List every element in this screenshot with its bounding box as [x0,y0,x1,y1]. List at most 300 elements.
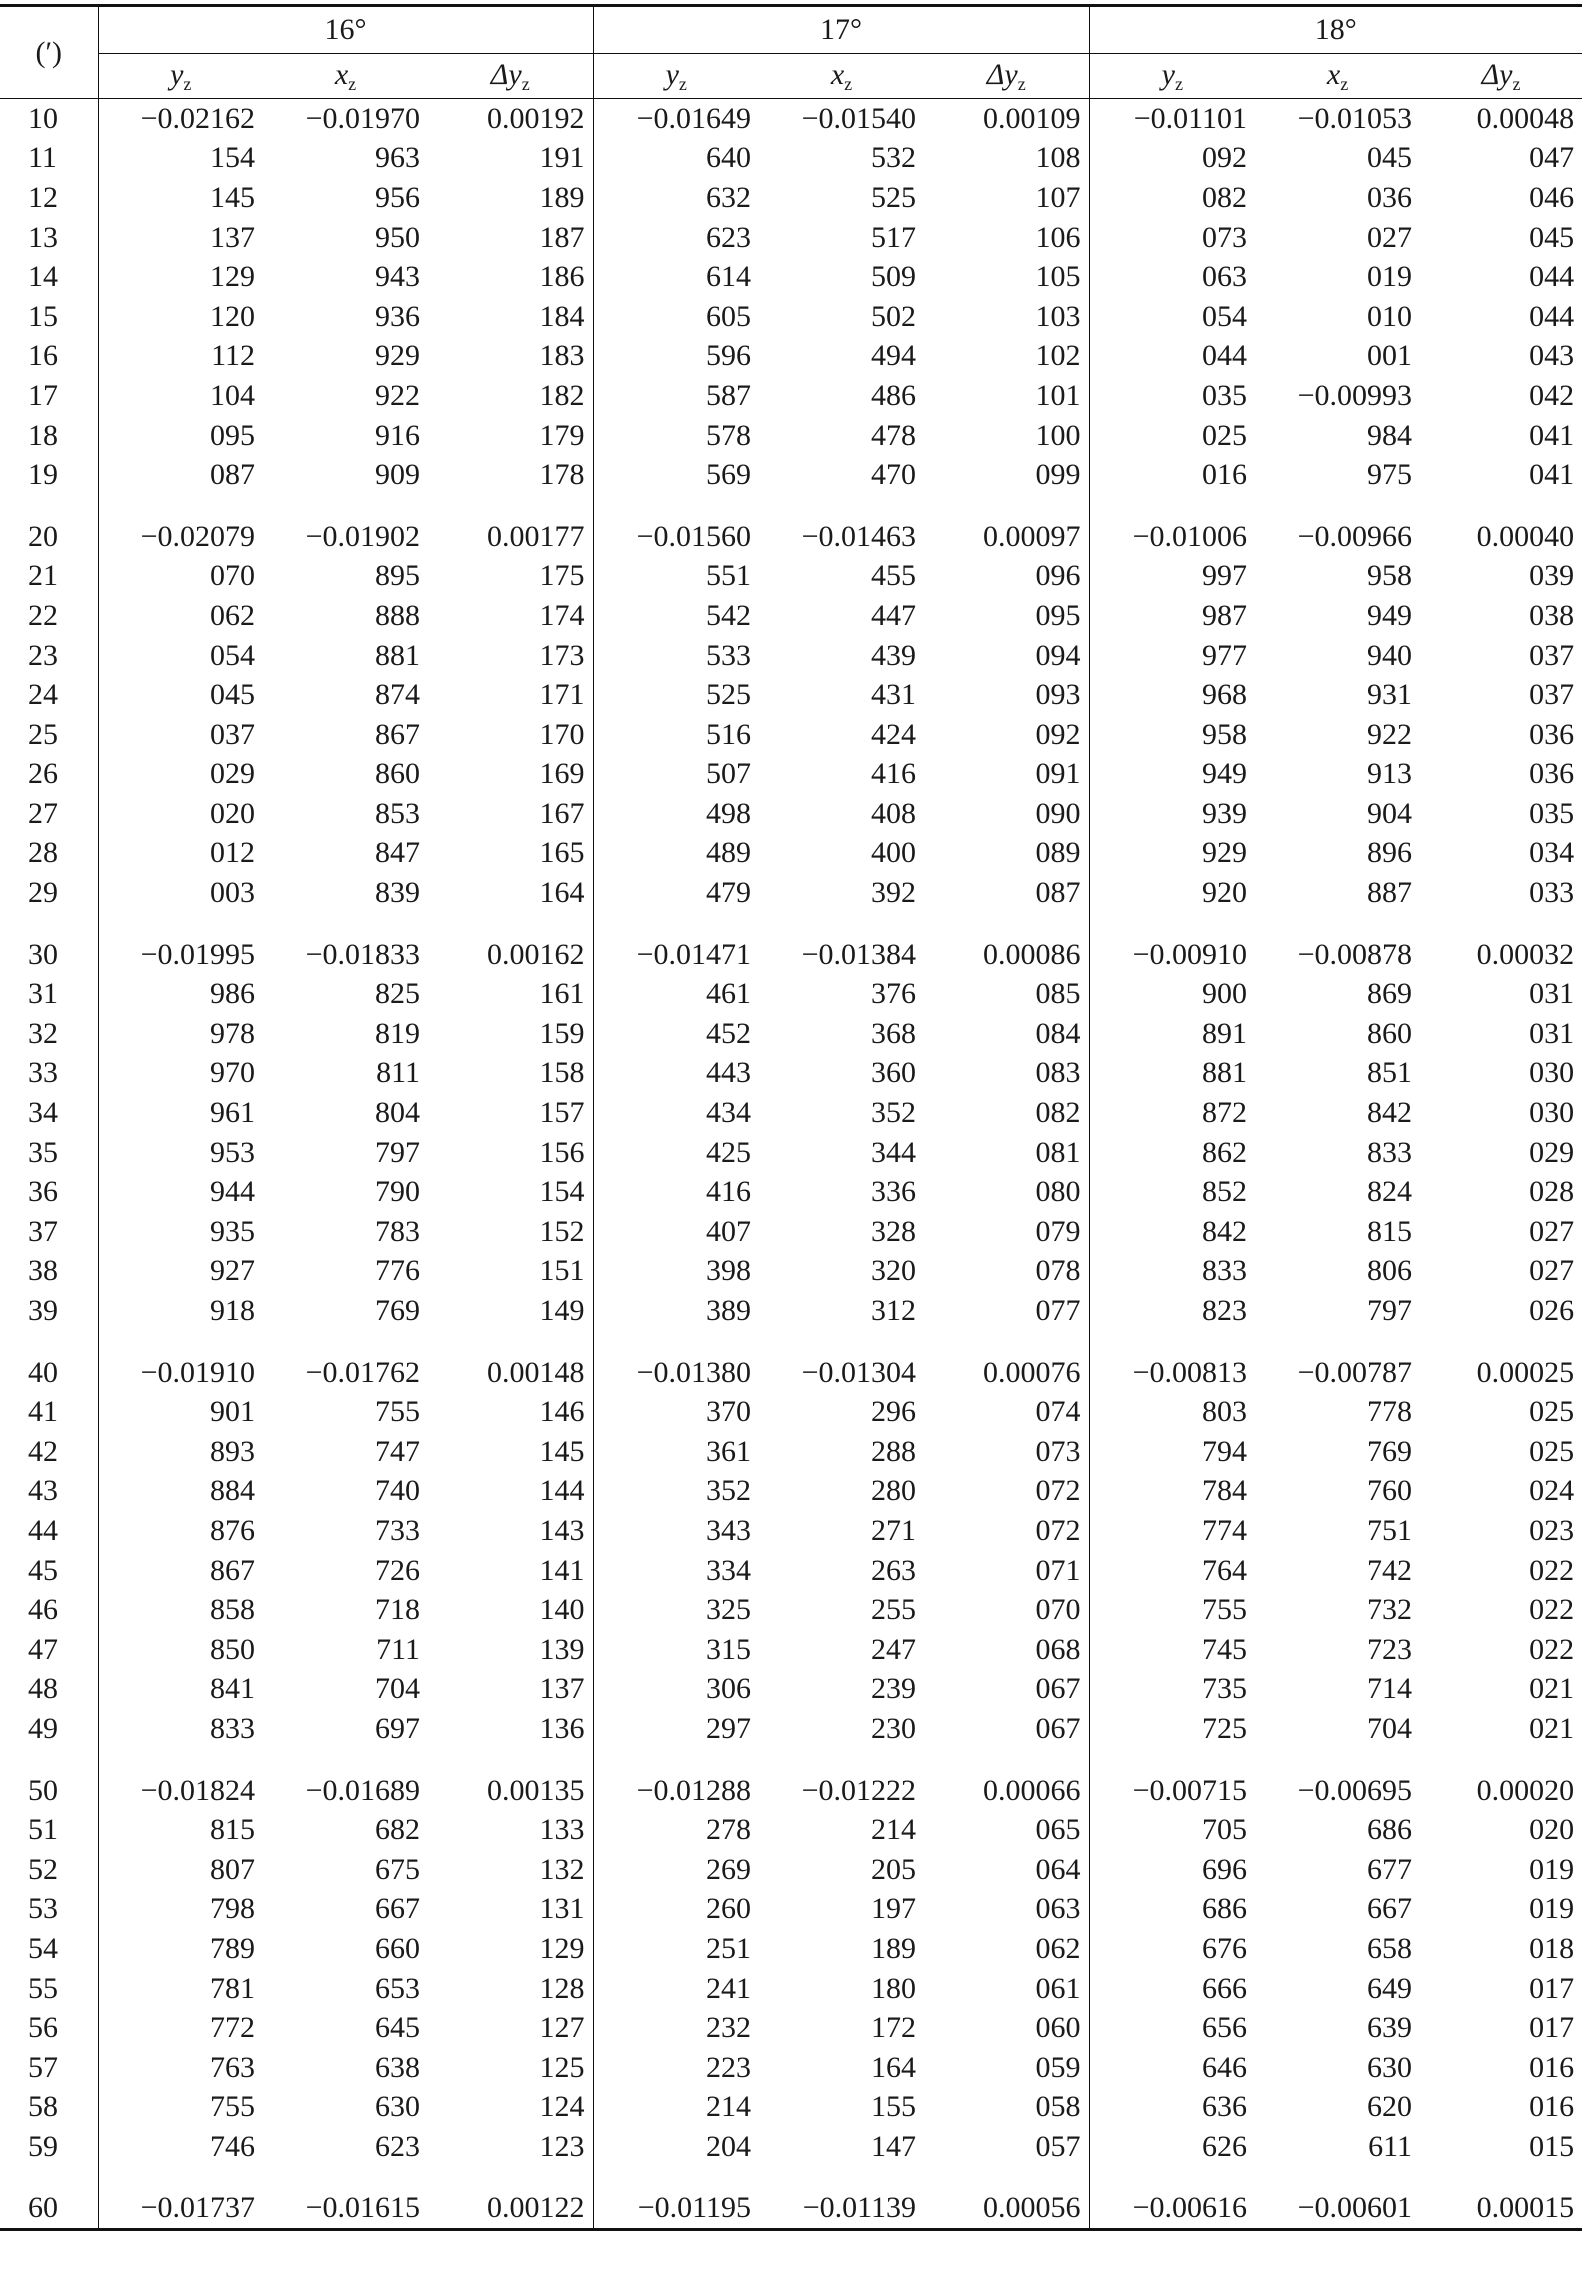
value-cell: 191 [539,141,585,175]
value-cell: 164 [539,876,585,910]
value-cell: 064 [1035,1852,1081,1886]
value-cell: 044 [1529,299,1575,333]
value-cell: 901 [98,1392,263,1432]
value-cell: 935 [98,1212,263,1252]
value-cell: 044 [1529,260,1575,294]
value-cell: 137 [539,1672,585,1706]
value-cell: 016 [1529,2050,1575,2084]
value-cell: 632 [593,178,759,218]
value-cell: 790 [375,1175,420,1209]
value-cell: 760 [1367,1474,1413,1508]
table-row [0,913,1582,975]
column-subscript: z [521,73,530,94]
value-cell: 092 [1035,717,1081,751]
minute-cell: 23 [0,636,98,676]
value-cell: 031 [1529,977,1575,1011]
value-cell: −0.01833 [305,937,420,971]
value-cell: 360 [871,1056,917,1090]
value-cell: 783 [375,1214,420,1248]
minute-cell: 11 [0,139,98,179]
value-cell: 030 [1529,1096,1575,1130]
value-cell: −0.01560 [593,495,759,557]
minute-cell: 53 [0,1890,98,1930]
value-cell: 120 [98,297,263,337]
value-cell: 024 [1529,1474,1575,1508]
value-cell: −0.01380 [593,1331,759,1393]
value-cell: 769 [375,1294,420,1328]
minute-cell: 54 [0,1929,98,1969]
value-cell: −0.00715 [1089,1749,1255,1811]
value-cell: 080 [1035,1175,1081,1209]
value-cell: 239 [871,1672,917,1706]
value-cell: 036 [1529,717,1575,751]
column-symbol: Δy [490,57,522,91]
value-cell: 605 [593,297,759,337]
value-cell: 929 [375,339,420,373]
group-header-18: 18° [1089,6,1582,54]
value-cell: 039 [1529,559,1575,593]
minute-cell: 21 [0,557,98,597]
table-row [0,2088,1582,2128]
value-cell: 137 [98,218,263,258]
value-cell: −0.01222 [801,1773,917,1807]
value-cell: 986 [98,974,263,1014]
value-cell: 516 [593,715,759,755]
value-cell: 017 [1529,2011,1575,2045]
minute-cell: 38 [0,1252,98,1292]
value-cell: 020 [98,794,263,834]
minute-cell: 31 [0,974,98,1014]
column-subscript: z [678,73,687,94]
value-cell: 159 [539,1016,585,1050]
value-cell: 807 [98,1850,263,1890]
value-cell: 735 [1089,1670,1255,1710]
minute-cell: 17 [0,376,98,416]
table-row [0,794,1582,834]
value-cell: 106 [1035,220,1081,254]
value-cell: 077 [1035,1294,1081,1328]
value-cell: 174 [539,598,585,632]
value-cell: 061 [1035,1971,1081,2005]
value-cell: 498 [593,794,759,834]
value-cell: 646 [1089,2048,1255,2088]
value-cell: 970 [98,1054,263,1094]
table-row [0,139,1582,179]
value-cell: 953 [98,1133,263,1173]
minute-cell: 27 [0,794,98,834]
table-row [0,1472,1582,1512]
value-cell: 794 [1089,1432,1255,1472]
minute-cell: 52 [0,1850,98,1890]
value-cell: 874 [375,678,420,712]
value-cell: 434 [593,1093,759,1133]
value-cell: 172 [871,2011,917,2045]
value-cell: 452 [593,1014,759,1054]
value-cell: 071 [1035,1553,1081,1587]
value-cell: 494 [871,339,917,373]
column-subscript: z [1017,73,1026,94]
value-cell: −0.01471 [593,913,759,975]
value-cell: 425 [593,1133,759,1173]
value-cell: 815 [98,1810,263,1850]
value-cell: 0.00148 [487,1355,585,1389]
value-cell: 416 [593,1172,759,1212]
value-cell: 726 [375,1553,420,1587]
minute-cell: 28 [0,834,98,874]
column-header-x-18 [1255,54,1420,99]
value-cell: 927 [98,1252,263,1292]
table-row [0,1093,1582,1133]
value-cell: 091 [1035,757,1081,791]
value-cell: 154 [539,1175,585,1209]
minute-cell: 32 [0,1014,98,1054]
value-cell: 015 [1529,2129,1575,2163]
value-cell: 044 [1089,337,1255,377]
value-cell: 909 [375,458,420,492]
value-cell: 065 [1035,1813,1081,1847]
column-symbol: x [1326,57,1341,91]
value-cell: 184 [539,299,585,333]
minute-cell: 60 [0,2167,98,2230]
value-cell: 507 [593,755,759,795]
value-cell: 073 [1035,1434,1081,1468]
value-cell: 789 [98,1929,263,1969]
table-row [0,1749,1582,1811]
value-cell: 486 [871,378,917,412]
value-cell: 718 [375,1593,420,1627]
minute-cell: 39 [0,1291,98,1331]
value-cell: 094 [1035,638,1081,672]
value-cell: −0.01384 [801,937,917,971]
value-cell: 145 [98,178,263,218]
value-cell: 074 [1035,1395,1081,1429]
value-cell: 626 [1089,2127,1255,2167]
value-cell: 128 [539,1971,585,2005]
minute-cell: 36 [0,1172,98,1212]
table-row [0,218,1582,258]
value-cell: 100 [1035,418,1081,452]
value-cell: −0.01053 [1297,101,1413,135]
value-cell: 081 [1035,1135,1081,1169]
value-cell: 180 [871,1971,917,2005]
value-cell: 043 [1529,339,1575,373]
value-cell: 124 [539,2090,585,2124]
value-cell: −0.01737 [98,2167,263,2230]
value-cell: 797 [375,1135,420,1169]
value-cell: −0.01824 [98,1749,263,1811]
value-cell: 389 [593,1291,759,1331]
value-cell: −0.01689 [305,1773,420,1807]
value-cell: 862 [1089,1133,1255,1173]
value-cell: 156 [539,1135,585,1169]
value-cell: 614 [593,257,759,297]
minute-cell: 20 [0,495,98,557]
table-row [0,297,1582,337]
value-cell: 315 [593,1630,759,1670]
value-cell: 312 [871,1294,917,1328]
value-cell: 182 [539,378,585,412]
value-cell: 038 [1529,598,1575,632]
value-cell: 010 [1367,299,1413,333]
column-symbol: Δy [986,57,1018,91]
value-cell: 034 [1529,836,1575,870]
value-cell: 036 [1529,757,1575,791]
value-cell: 833 [98,1709,263,1749]
value-cell: −0.01006 [1089,495,1255,557]
value-cell: 842 [1367,1096,1413,1130]
value-cell: 478 [871,418,917,452]
value-cell: 306 [593,1670,759,1710]
value-cell: 063 [1089,257,1255,297]
value-cell: 416 [871,757,917,791]
value-cell: 639 [1367,2011,1413,2045]
table-row [0,178,1582,218]
value-cell: 842 [1089,1212,1255,1252]
value-cell: 666 [1089,1969,1255,2009]
value-cell: 343 [593,1511,759,1551]
value-cell: 070 [98,557,263,597]
value-cell: 025 [1529,1434,1575,1468]
value-cell: 029 [1529,1135,1575,1169]
value-cell: 083 [1035,1056,1081,1090]
value-cell: 939 [1089,794,1255,834]
table-row [0,1810,1582,1850]
value-cell: 269 [593,1850,759,1890]
value-cell: 461 [593,974,759,1014]
value-cell: 649 [1367,1971,1413,2005]
value-cell: 961 [98,1093,263,1133]
value-cell: −0.01139 [759,2167,924,2230]
value-cell: 087 [98,455,263,495]
value-cell: 103 [1035,299,1081,333]
value-cell: 922 [375,378,420,412]
value-cell: 026 [1529,1294,1575,1328]
value-cell: 139 [539,1632,585,1666]
value-cell: 987 [1089,596,1255,636]
value-cell: −0.00616 [1089,2167,1255,2230]
minute-cell: 55 [0,1969,98,2009]
value-cell: 869 [1367,977,1413,1011]
table-row [0,1850,1582,1890]
minute-cell: 35 [0,1133,98,1173]
minute-cell: 58 [0,2088,98,2128]
value-cell: −0.00787 [1297,1355,1413,1389]
value-cell: 916 [375,418,420,452]
column-subscript: z [1174,73,1183,94]
minute-cell: 26 [0,755,98,795]
table-row [0,1291,1582,1331]
value-cell: 016 [1529,2090,1575,2124]
value-cell: −0.00966 [1297,519,1413,553]
value-cell: 241 [593,1969,759,2009]
value-cell: −0.01762 [305,1355,420,1389]
value-cell: 931 [1367,678,1413,712]
table-row [0,1511,1582,1551]
table-row [0,376,1582,416]
value-cell: 045 [1529,220,1575,254]
column-symbol: y [1161,57,1175,91]
value-cell: 819 [375,1016,420,1050]
value-cell: 296 [871,1395,917,1429]
column-symbol: y [170,57,184,91]
value-cell: 977 [1089,636,1255,676]
value-cell: 078 [1035,1254,1081,1288]
value-cell: 714 [1367,1672,1413,1706]
column-symbol: x [334,57,349,91]
value-cell: 189 [871,1931,917,1965]
value-cell: 636 [1089,2088,1255,2128]
value-cell: 072 [1035,1513,1081,1547]
minute-cell: 51 [0,1810,98,1850]
value-cell: 045 [98,675,263,715]
value-cell: 105 [1035,260,1081,294]
value-cell: 328 [871,1214,917,1248]
minute-cell: 49 [0,1709,98,1749]
value-cell: 271 [871,1513,917,1547]
value-cell: 424 [871,717,917,751]
minute-cell: 42 [0,1432,98,1472]
value-cell: 904 [1367,796,1413,830]
value-cell: 019 [1529,1852,1575,1886]
table-row [0,974,1582,1014]
value-cell: 278 [593,1810,759,1850]
table-row [0,2008,1582,2048]
value-cell: −0.02162 [98,99,263,139]
value-cell: 171 [539,678,585,712]
value-cell: 881 [375,638,420,672]
value-cell: 489 [593,834,759,874]
value-cell: 320 [871,1254,917,1288]
value-cell: 019 [1367,260,1413,294]
value-cell: 045 [1367,141,1413,175]
value-cell: 028 [1529,1175,1575,1209]
value-cell: 336 [871,1175,917,1209]
value-cell: 978 [98,1014,263,1054]
value-cell: 913 [1367,757,1413,791]
value-cell: 704 [375,1672,420,1706]
value-cell: 001 [1367,339,1413,373]
column-header-dy-17 [924,54,1089,99]
minute-cell: 46 [0,1590,98,1630]
value-cell: 839 [375,876,420,910]
value-cell: 638 [375,2050,420,2084]
value-cell: 847 [375,836,420,870]
value-cell: 958 [1367,559,1413,593]
value-cell: 958 [1089,715,1255,755]
value-cell: 867 [98,1551,263,1591]
value-cell: 667 [375,1892,420,1926]
value-cell: 297 [593,1709,759,1749]
value-cell: 823 [1089,1291,1255,1331]
minute-cell: 59 [0,2127,98,2167]
value-cell: 623 [375,2129,420,2163]
minute-cell: 33 [0,1054,98,1094]
value-cell: 089 [1035,836,1081,870]
value-cell: −0.01649 [593,99,759,139]
value-cell: 022 [1529,1593,1575,1627]
table-row [0,873,1582,913]
value-cell: 057 [1035,2129,1081,2163]
value-cell: 072 [1035,1474,1081,1508]
table-row [0,596,1582,636]
value-cell: 022 [1529,1553,1575,1587]
column-header-y-16 [98,54,263,99]
value-cell: 107 [1035,180,1081,214]
value-cell: 725 [1089,1709,1255,1749]
value-cell: 623 [593,218,759,258]
value-cell: 095 [98,416,263,456]
table-row [0,1331,1582,1393]
value-cell: 140 [539,1593,585,1627]
value-cell: 0.00020 [1476,1773,1575,1807]
value-cell: 509 [871,260,917,294]
value-cell: 186 [539,260,585,294]
value-cell: 183 [539,339,585,373]
value-cell: 145 [539,1434,585,1468]
value-cell: 073 [1089,218,1255,258]
value-cell: 884 [98,1472,263,1512]
value-cell: 408 [871,796,917,830]
value-cell: 660 [375,1931,420,1965]
value-cell: 058 [1035,2090,1081,2124]
value-cell: 079 [1035,1214,1081,1248]
column-symbol: y [665,57,679,91]
value-cell: 0.00177 [487,519,585,553]
value-cell: 804 [375,1096,420,1130]
minute-cell: 48 [0,1670,98,1710]
value-cell: 133 [539,1813,585,1847]
value-cell: 161 [539,977,585,1011]
value-cell: 658 [1367,1931,1413,1965]
table-row [0,1929,1582,1969]
value-cell: 030 [1529,1056,1575,1090]
table-row [0,1590,1582,1630]
value-cell: 943 [375,260,420,294]
value-cell: 596 [593,337,759,377]
value-cell: 0.00122 [428,2167,593,2230]
value-cell: 0.00162 [487,937,585,971]
value-cell: 630 [1367,2050,1413,2084]
value-cell: 092 [1089,139,1255,179]
column-subscript: z [1340,73,1349,94]
table-row [0,455,1582,495]
minute-cell: 50 [0,1749,98,1811]
value-cell: 781 [98,1969,263,2009]
value-cell: −0.00601 [1255,2167,1420,2230]
value-cell: 0.00086 [983,937,1081,971]
minute-cell: 40 [0,1331,98,1393]
value-cell: −0.02079 [98,495,263,557]
value-cell: 025 [1529,1395,1575,1429]
value-cell: −0.01910 [98,1331,263,1393]
value-cell: 806 [1367,1254,1413,1288]
coefficient-table [0,4,1582,2231]
value-cell: 123 [539,2129,585,2163]
value-cell: 361 [593,1432,759,1472]
value-cell: 431 [871,678,917,712]
value-cell: 470 [871,458,917,492]
value-cell: 037 [98,715,263,755]
value-cell: 686 [1089,1890,1255,1930]
value-cell: 620 [1367,2090,1413,2124]
minute-cell: 24 [0,675,98,715]
value-cell: 288 [871,1434,917,1468]
value-cell: 747 [375,1434,420,1468]
value-cell: 146 [539,1395,585,1429]
value-cell: 755 [375,1395,420,1429]
value-cell: 798 [98,1890,263,1930]
value-cell: 131 [539,1892,585,1926]
